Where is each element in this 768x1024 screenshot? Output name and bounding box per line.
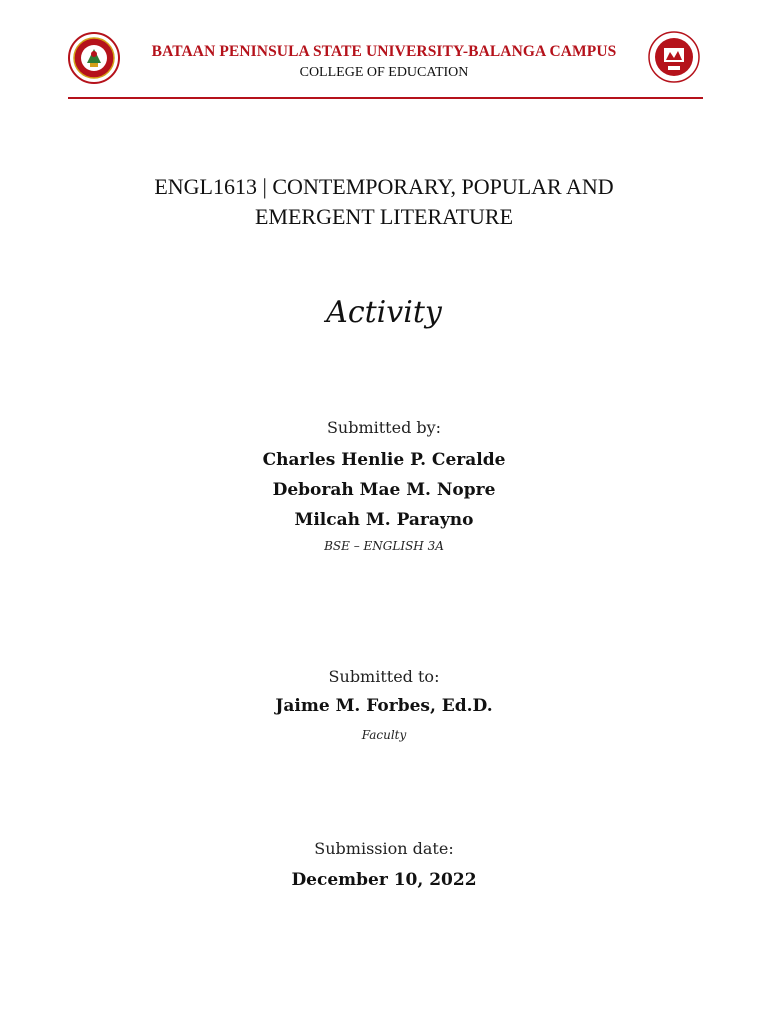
- submitted-to-section: [0, 664, 768, 746]
- student-name: Charles Henlie P. Ceralde: [262, 450, 506, 470]
- student-name: Deborah Mae M. Nopre: [272, 480, 496, 500]
- student-name: Milcah M. Parayno: [294, 510, 474, 530]
- college-name: COLLEGE OF EDUCATION: [299, 65, 469, 80]
- document-header: [0, 0, 768, 100]
- course-title-line-1: ENGL1613 | CONTEMPORARY, POPULAR AND: [154, 174, 614, 199]
- section-label: BSE – ENGLISH 3A: [324, 539, 444, 553]
- course-title: [90, 172, 678, 232]
- submitted-by-section: [0, 415, 768, 557]
- submitted-to-label: Submitted to:: [328, 667, 440, 686]
- college-seal-logo: [648, 24, 700, 90]
- university-name: BATAAN PENINSULA STATE UNIVERSITY-BALANGA CAMPUS: [151, 43, 617, 60]
- submitted-by-label: Submitted by:: [326, 418, 442, 437]
- faculty-role: Faculty: [361, 728, 407, 742]
- header-divider: [68, 97, 703, 99]
- submission-date: December 10, 2022: [291, 870, 477, 890]
- submission-date-label: Submission date:: [314, 839, 454, 858]
- course-title-line-2: EMERGENT LITERATURE: [254, 204, 514, 229]
- faculty-name: Jaime M. Forbes, Ed.D.: [275, 696, 493, 716]
- submission-date-section: [0, 836, 768, 895]
- activity-title: Activity: [326, 295, 442, 330]
